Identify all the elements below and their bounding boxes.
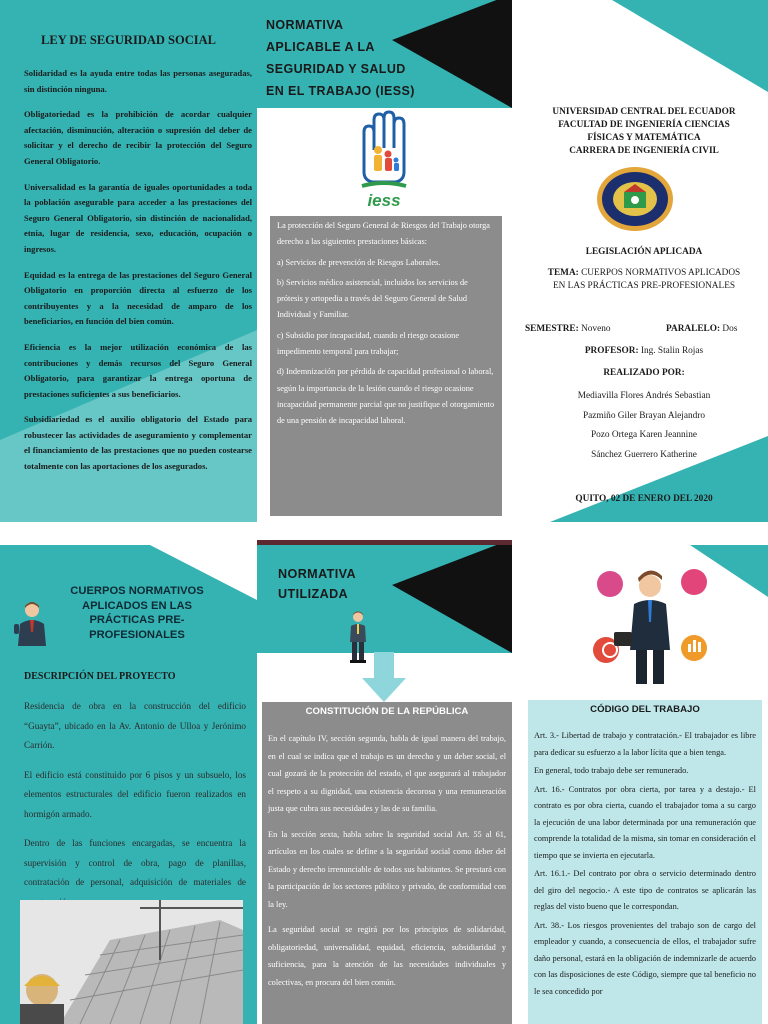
panel6-box-text bbox=[534, 728, 756, 1002]
project-paragraph: Residencia de obra en la construcción del edificio “Guayta”, ubicado en la Av. Antonio de Ulloa y Jerónimo Carrión. bbox=[24, 701, 246, 750]
constitucion-paragraph: La seguridad social se regirá por los principios de solidaridad, obligatoriedad, universalidad, equidad, eficiencia, subsidiaridad y suficiencia, para la atención de las necesidades individuales y colectivas, en procura del bien común. bbox=[268, 925, 506, 987]
authors-list bbox=[520, 387, 768, 465]
paragraph-universalidad: Universalidad es la garantía de iguales oportunidades a toda la población asegurable para acceder a las prestaciones del Seguro General Obligatorio, sin distinción de nacionalidad, etnia, lugar de residencia, sexo, educación, ocupación o ingresos. bbox=[24, 181, 252, 254]
author-name: Pozo Ortega Karen Jeannine bbox=[590, 430, 698, 440]
paragraph-solidaridad: Solidaridad es la ayuda entre todas las personas aseguradas, sin distinción ninguna. bbox=[24, 68, 252, 94]
panel1-body bbox=[24, 66, 252, 485]
codigo-paragraph: Art. 16.- Contratos por obra cierta, por tarea y a destajo.- El contrato es por obra cierta, cuando el trabajador toma a su cargo la ejecución de una labor determinada por una remuneración que comprende la totalidad de la misma, sin tomar en consideración el tiempo que se invierta en ejecutarla. bbox=[534, 784, 756, 860]
tema-line-2: EN LAS PRÁCTICAS PRE-PROFESIONALES bbox=[552, 281, 736, 291]
semestre-value: Noveno bbox=[581, 324, 611, 334]
codigo-paragraph: En general, todo trabajo debe ser remunerado. bbox=[534, 766, 689, 775]
businessman-icon bbox=[12, 600, 52, 648]
university-line: FACULTAD DE INGENIERÍA CIENCIAS bbox=[558, 120, 730, 130]
university-line: UNIVERSIDAD CENTRAL DEL ECUADOR bbox=[552, 107, 736, 117]
paragraph-eficiencia: Eficiencia es la mejor utilización económica de las contribuciones y demás recursos del Seguro General Obligatorio, para garantizar la entrega oportuna de prestaciones suficientes a sus beneficiarios. bbox=[24, 341, 252, 399]
iess-logo-text: iess bbox=[367, 191, 401, 210]
codigo-trabajo-title: CÓDIGO DEL TRABAJO bbox=[590, 704, 700, 715]
profesor-row bbox=[520, 346, 768, 356]
construction-site-photo bbox=[20, 900, 243, 1024]
constitucion-paragraph: En el capítulo IV, sección segunda, habla de igual manera del trabajo, en el cual se indica que el trabajo es un derecho y un deber social, el cual gozará de la protección del estado, el que asegurará al trabajador el respeto a su dignidad, una existencia decorosa y una remuneración justa que cubra sus necesidades y las de su familia. bbox=[268, 734, 506, 813]
down-arrow-icon bbox=[362, 652, 406, 702]
panel4-title: CUERPOS NORMATIVOS APLICADOS EN LAS PRÁCTICAS PRE-PROFESIONALES bbox=[70, 585, 204, 641]
iess-intro: La protección del Seguro General de Riesgos del Trabajo otorga derecho a las siguientes prestaciones básicas: bbox=[277, 221, 490, 247]
panel5-heading: NORMATIVA UTILIZADA bbox=[278, 567, 356, 601]
paragraph-obligatoriedad: Obligatoriedad es la prohibición de acordar cualquier afectación, disminución, alteración o supresión del deber de solicitar y el derecho de recibir la protección del Seguro General Obligatorio. bbox=[24, 109, 252, 166]
university-line: CARRERA DE INGENIERÍA CIVIL bbox=[569, 146, 719, 156]
semestre-label: SEMESTRE: bbox=[525, 324, 579, 334]
iess-item-b: b) Servicios médico asistencial, incluidos los servicios de prótesis y ortopedia a través del Seguro General de Salud Individual y Familiar. bbox=[277, 277, 468, 320]
panel4-body bbox=[24, 697, 246, 922]
profesor-value: Ing. Stalin Rojas bbox=[640, 346, 704, 356]
university-header bbox=[520, 106, 768, 158]
paralelo-row bbox=[666, 324, 737, 334]
panel2-heading: NORMATIVA APLICABLE A LA SEGURIDAD Y SALUD EN EL TRABAJO (IESS) bbox=[266, 18, 415, 98]
iess-item-a: a) Servicios de prevención de Riesgos Laborales. bbox=[277, 257, 441, 267]
paralelo-label: PARALELO: bbox=[666, 324, 721, 334]
date-line: QUITO, 02 DE ENERO DEL 2020 bbox=[575, 494, 713, 504]
legislacion-label: LEGISLACIÓN APLICADA bbox=[585, 247, 703, 257]
iess-logo bbox=[352, 110, 416, 210]
author-name: Sánchez Guerrero Katherine bbox=[591, 449, 697, 460]
paragraph-equidad: Equidad es la entrega de las prestaciones del Seguro General Obligatorio en proporción directa al esfuerzo de los contribuyentes y a la necesidad de amparo de los beneficiarios, en función del bien común. bbox=[24, 269, 252, 327]
university-line: FÍSICAS Y MATEMÁTICA bbox=[587, 133, 701, 143]
project-paragraph: El edificio está constituido por 6 pisos y un subsuelo, los elementos estructurales del edificio fueron realizados en hormigón armado. bbox=[24, 769, 246, 819]
realizado-label: REALIZADO POR: bbox=[603, 368, 685, 378]
tema-block bbox=[520, 267, 768, 293]
paragraph-subsidiariedad: Subsidiariedad es el auxilio obligatorio del Estado para robustecer las actividades de aseguramiento y complementar el financiamiento de las prestaciones que no pueden costearse totalmente con las aportaciones de los asegurados. bbox=[24, 414, 252, 472]
panel5-box-text bbox=[268, 730, 506, 999]
business-icons-illustration bbox=[584, 560, 760, 690]
codigo-paragraph: Art. 16.1.- Del contrato por obra o servicio determinado dentro del giro del negocio.- A este tipo de contratos se aplicarán las reglas del visto bueno que le correspondan. bbox=[534, 869, 756, 911]
profesor-label: PROFESOR: bbox=[584, 346, 639, 356]
tema-label: TEMA: bbox=[547, 268, 579, 278]
constitucion-title: CONSTITUCIÓN DE LA REPÚBLICA bbox=[305, 706, 469, 717]
university-seal bbox=[596, 166, 674, 232]
panel1-title: LEY DE SEGURIDAD SOCIAL bbox=[41, 33, 216, 47]
codigo-paragraph: Art. 38.- Los riesgos provenientes del trabajo son de cargo del empleador y cuando, a consecuencia de ellos, el trabajador sufre daño personal, estará en la obligación de indemnizarle de acuerdo con las disposiciones de este Código, siempre que tal beneficio no le sea concedido por bbox=[534, 920, 756, 996]
codigo-paragraph: Art. 3.- Libertad de trabajo y contratación.- El trabajador es libre para dedicar su esfuerzo a la labor lícita que a bien tenga. bbox=[534, 731, 756, 757]
constitucion-paragraph: En la sección sexta, habla sobre la seguridad social Art. 55 al 61, artículos en los cuales se define a la seguridad social como deber del Estado y derecho irrenunciable de todos sus habitantes. Se prestará con la participación de los sectores público y privado, de conformidad con la ley. bbox=[268, 829, 506, 909]
project-paragraph: Dentro de las funciones encargadas, se encuentra la supervisión y control de obra, pago de planillas, contratación de personal, adquisición de materiales de bbox=[24, 838, 246, 887]
iess-item-c: c) Subsidio por incapacidad, cuando el riesgo ocasione impedimento temporal para trabajar; bbox=[277, 330, 460, 357]
hexagon-icon bbox=[597, 571, 623, 597]
hexagon-icon bbox=[681, 569, 707, 595]
paralelo-value: Dos bbox=[722, 324, 738, 334]
tema-line-1: CUERPOS NORMATIVOS APLICADOS bbox=[581, 268, 741, 278]
iess-item-d: d) Indemnización por pérdida de capacidad profesional o laboral, según la importancia de la lesión cuando el riesgo ocasione incapacidad permanente parcial que no justifique el otorgamiento de una pensión de incapacidad laboral. bbox=[277, 367, 495, 426]
project-description-heading: DESCRIPCIÓN DEL PROYECTO bbox=[24, 671, 176, 682]
author-name: Mediavilla Flores Andrés Sebastian bbox=[577, 391, 711, 401]
author-name: Pazmiño Giler Brayan Alejandro bbox=[582, 410, 706, 421]
panel2-box-text bbox=[277, 218, 495, 434]
semestre-row bbox=[525, 324, 611, 334]
